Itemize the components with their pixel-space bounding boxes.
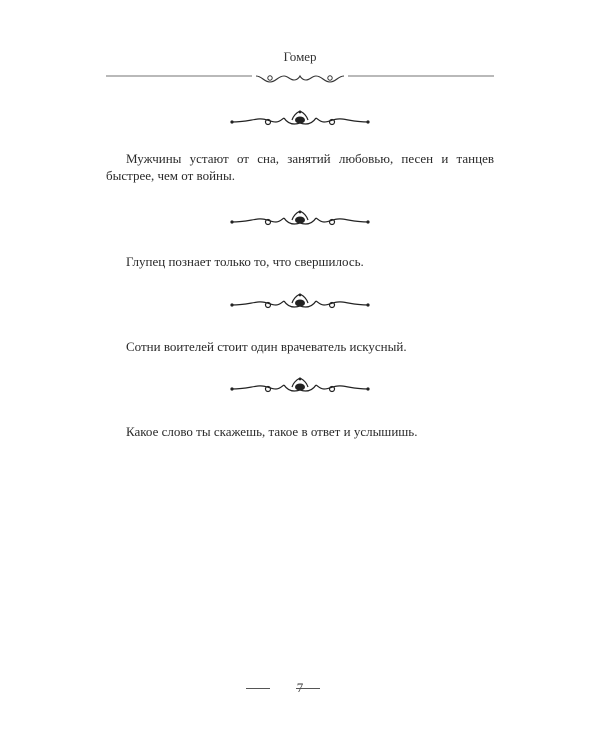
quote-paragraph: Глупец познает только то, что свершилось. [126,254,364,269]
header-rule-ornament [106,68,494,88]
divider-ornament [228,293,372,313]
quote-paragraph: Мужчины устают от сна, занятий любовью, песен и танцев быстрее, чем от войны. [106,151,494,183]
quote-paragraph: Сотни воителей стоит один врачеватель искусный. [126,339,407,354]
divider-ornament [228,210,372,230]
footer-rule-right [296,688,320,689]
divider-ornament [228,110,372,130]
running-header-author: Гомер [283,49,317,64]
quote-paragraph: Какое слово ты скажешь, такое в ответ и услышишь. [126,424,418,439]
divider-ornament [228,377,372,397]
